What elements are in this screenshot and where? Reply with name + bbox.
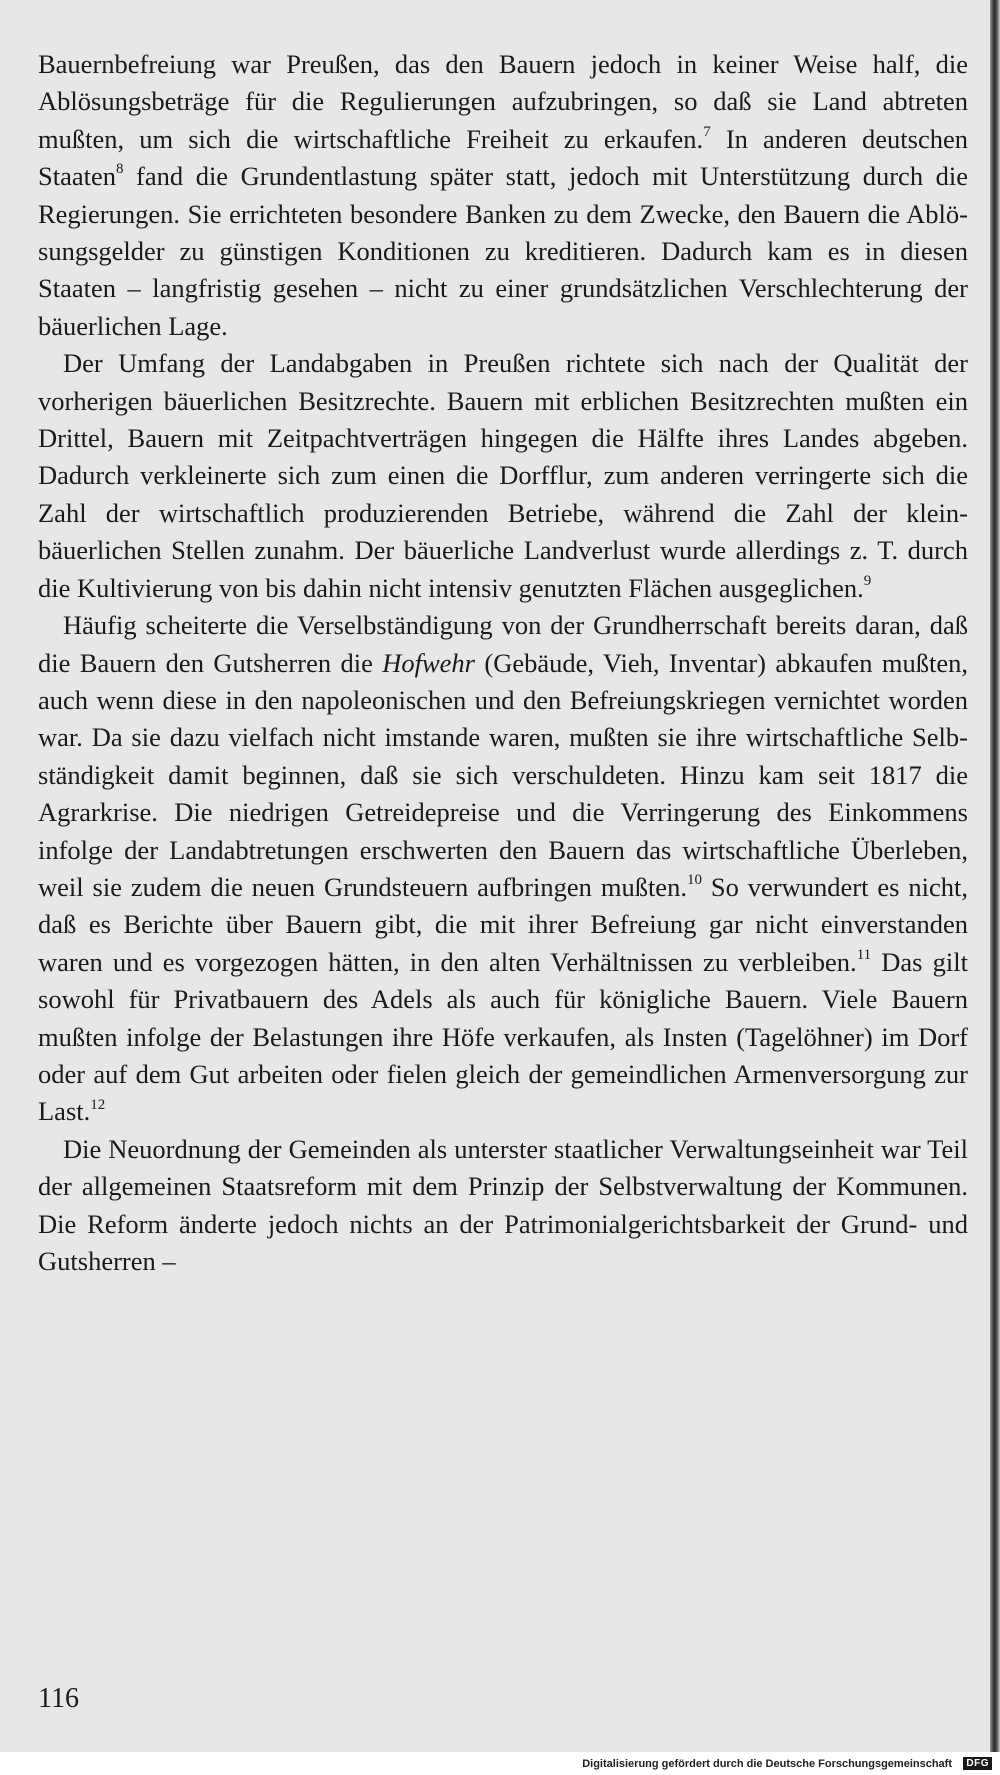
footnote-marker: 11 [856,946,872,963]
paragraph [38,607,968,1131]
footnote-marker: 9 [863,572,872,589]
body-text [38,46,968,1280]
text-segment: Das gilt sowohl für Privatbauern des Adels als auch für königliche Bauern. Viele Bauern mußten infolge der Belastungen ihre Höfe verkaufen, als Insten (Tagelöhner) im Dorf oder auf dem Gut arbeiten oder fielen gleich der gemeindlichen Armenversorgung zur Last. [38,946,968,1127]
text-segment: fand die Grundentlastung später statt, jedoch mit Unterstützung durch die Regierungen. Sie errichteten besondere Banken zu dem Zwecke, den Bauern die Ablösungsgelder zu günstigen Konditionen zu kreditieren. Dadurch kam es in diesen Staaten – langfristig gesehen – nicht zu einer grundsätzlichen Verschlechterung der bäuerlichen Lage. [38,161,968,341]
text-segment: In anderen deutschen Staaten [38,123,968,192]
page-edge-shadow [990,0,1000,1775]
text-segment: Die Neuordnung der Gemeinden als unterster staatlicher Verwaltungseinheit war Teil der allgemeinen Staatsreform mit dem Prinzip der Selbstverwaltung der Kommunen. Die Reform änderte jedoch nichts an der Patrimonialgerichtsbarkeit der Grund- und Gutsherren – [38,1133,968,1276]
footnote-marker: 12 [90,1096,106,1113]
paragraph [38,345,968,607]
text-segment: Bauernbefreiung war Preußen, das den Bauern jedoch in keiner Weise half, die Ablösungsbeträge für die Regulierungen aufzubringen, so daß sie Land abtreten mußten, um sich die wirtschaftliche Freiheit zu erkaufen. [38,49,968,154]
text-segment: Der Umfang der Landabgaben in Preußen richtete sich nach der Qualität der vorherigen bäuerlichen Besitzrechte. Bauern mit erblichen Besitzrechten mußten ein Drittel, Bauern mit Zeitpachtverträgen hingegen die Hälfte ihres Landes abgeben. Dadurch verkleinerte sich zum einen die Dorfflur, zum anderen verringerte sich die Zahl der wirtschaftlich produzierenden Betriebe, während die Zahl der kleinbäuerlichen Stellen zunahm. Der bäuerliche Landverlust wurde allerdings z. T. durch die Kultivierung von bis dahin nicht intensiv genutzten Flächen ausgeglichen. [38,348,968,603]
footer-credit: Digitalisierung gefördert durch die Deutsche Forschungsgemeinschaft [582,1758,952,1770]
text-segment: So verwundert es nicht, daß es Berichte über Bauern gibt, die mit ihrer Befreiung gar nicht einverstanden waren und es vorgezogen hätten, in den alten Verhältnissen zu verbleiben. [38,871,968,977]
footnote-marker: 7 [703,123,711,140]
footnote-marker: 10 [686,872,702,889]
footnote-marker: 8 [116,161,124,178]
italic-term: Hofwehr [382,647,475,678]
text-segment: (Gebäude, Vieh, Inventar) abkaufen mußten, auch wenn diese in den napoleonischen und den Befreiungskriegen vernichtet worden war. Da sie dazu vielfach nicht imstande waren, mußten sie ihre wirtschaftliche Selbständigkeit damit beginnen, daß sie sich verschuldeten. Hinzu kam seit 1817 die Agrarkrise. Die niedrigen Getreidepreise und die Verringerung des Einkommens infolge der Landabtretungen erschwerten den Bauern das wirtschaftliche Überleben, weil sie zudem die neuen Grundsteuern aufbringen mußten. [38,647,968,902]
paragraph [38,1131,968,1281]
text-segment: Häufig scheiterte die Verselbständigung von der Grundherrschaft bereits daran, daß die Bauern den Gutsherren die [38,610,968,678]
dfg-logo: DFG [963,1757,992,1770]
paragraph [38,46,968,345]
page-number: 116 [38,1683,79,1714]
